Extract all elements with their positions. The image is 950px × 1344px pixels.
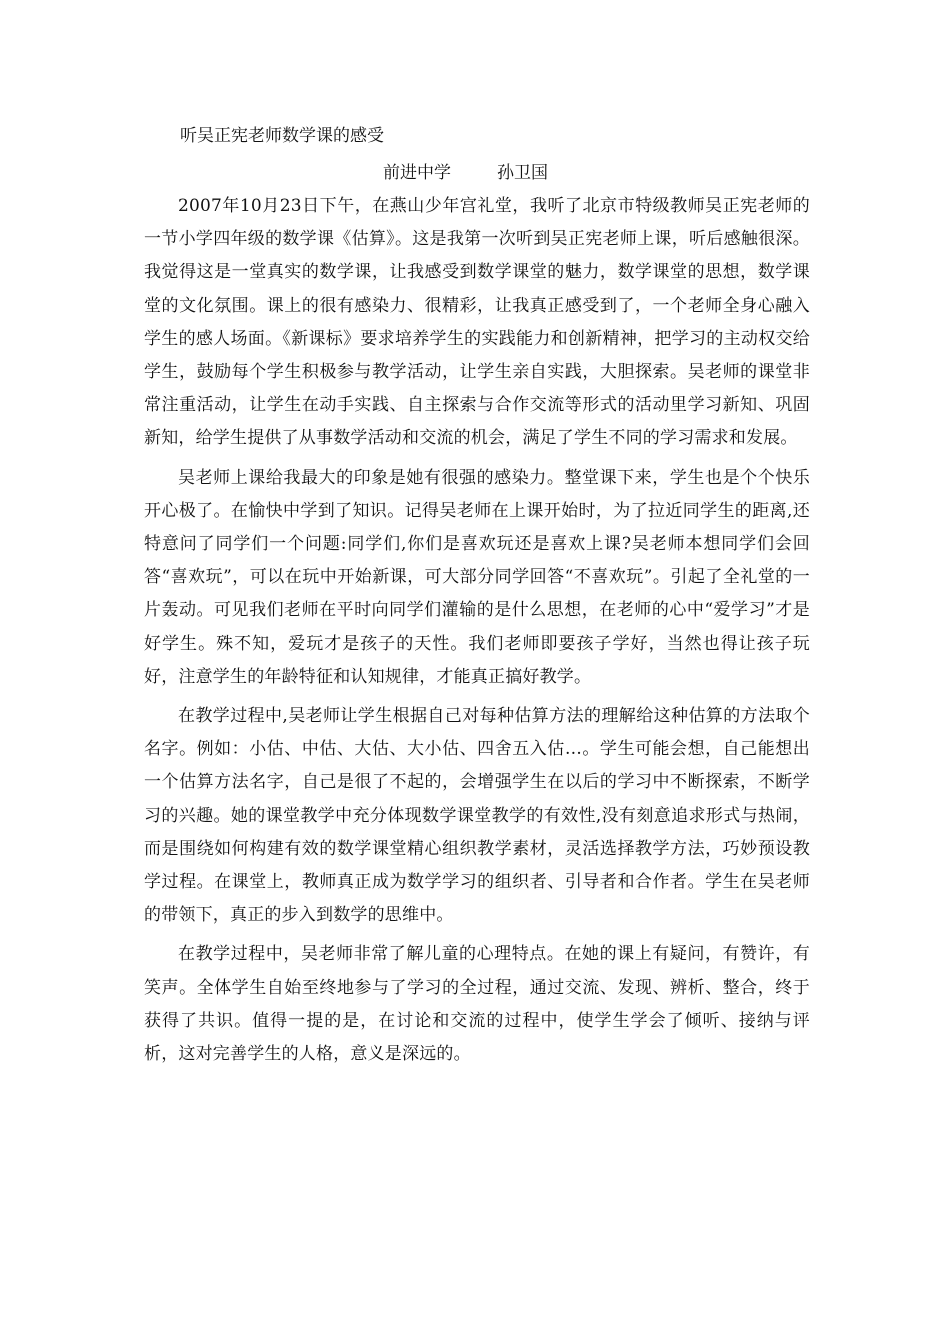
paragraph: 吴老师上课给我最大的印象是她有很强的感染力。整堂课下来，学生也是个个快乐开心极了。在愉快中学到了知识。记得吴老师在上课开始时，为了拉近同学生的距离,还特意问了同学们一个问题:同学们,你们是喜欢玩还是喜欢上课?吴老师本想同学们会回答“喜欢玩”，可以在玩中开始新课，可大部分同学回答“不喜欢玩”。引起了全礼堂的一片轰动。可见我们老师在平时向同学们灌输的是什么思想，在老师的心中“爱学习”才是好学生。殊不知，爱玩才是孩子的天性。我们老师即要孩子学好，当然也得让孩子玩好，注意学生的年龄特征和认知规律，才能真正搞好教学。 <box>144 467 810 687</box>
byline <box>383 161 548 185</box>
author-school: 前进中学 <box>383 163 451 183</box>
paragraph: 2007年10月23日下午，在燕山少年宫礼堂，我听了北京市特级教师吴正宪老师的一节小学四年级的数学课《估算》。这是我第一次听到吴正宪老师上课，听后感触很深。我觉得这是一堂真实的数学课，让我感受到数学课堂的魅力，数学课堂的思想，数学课堂的文化氛围。课上的很有感染力、很精彩，让我真正感受到了，一个老师全身心融入学生的感人场面。《新课标》要求培养学生的实践能力和创新精神，把学习的主动权交给学生，鼓励每个学生积极参与教学活动，让学生亲自实践，大胆探索。吴老师的课堂非常注重活动，让学生在动手实践、自主探索与合作交流等形式的活动里学习新知、巩固新知，给学生提供了从事数学活动和交流的机会，满足了学生不同的学习需求和发展。 <box>144 196 810 449</box>
author-name: 孙卫国 <box>497 163 548 183</box>
document-title: 听吴正宪老师数学课的感受 <box>180 126 384 146</box>
document-body <box>144 190 810 1077</box>
paragraph: 在教学过程中,吴老师让学生根据自己对每种估算方法的理解给这种估算的方法取个名字。例如：小估、中估、大估、大小估、四舍五入估…。学生可能会想，自己能想出一个估算方法名字，自己是很了不起的，会增强学生在以后的学习中不断探索，不断学习的兴趣。她的课堂教学中充分体现数学课堂教学的有效性,没有刻意追求形式与热闹，而是围绕如何构建有效的数学课堂精心组织教学素材，灵活选择教学方法，巧妙预设教学过程。在课堂上，教师真正成为数学学习的组织者、引导者和合作者。学生在吴老师的带领下，真正的步入到数学的思维中。 <box>144 706 810 926</box>
paragraph: 在教学过程中，吴老师非常了解儿童的心理特点。在她的课上有疑问，有赞许，有笑声。全体学生自始至终地参与了学习的全过程，通过交流、发现、辨析、整合，终于获得了共识。值得一提的是，在讨论和交流的过程中，使学生学会了倾听、接纳与评析，这对完善学生的人格，意义是深远的。 <box>144 944 810 1065</box>
